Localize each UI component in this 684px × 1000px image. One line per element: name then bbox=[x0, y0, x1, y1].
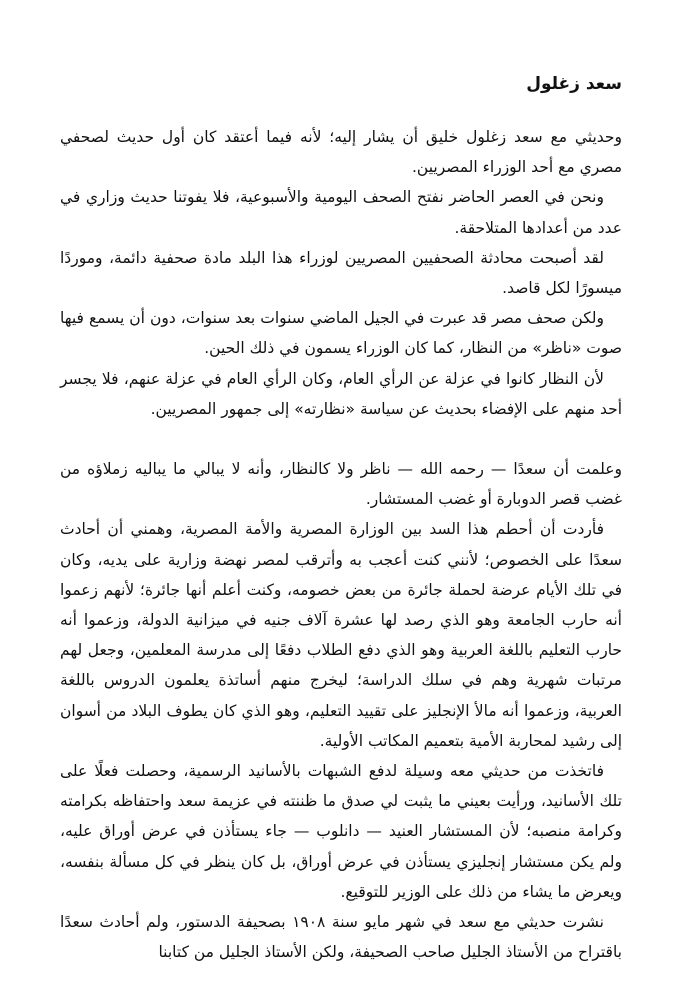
paragraph-2: ونحن في العصر الحاضر نفتح الصحف اليومية والأسبوعية، فلا يفوتنا حديث وزاري في عدد من أعدادها المتلاحقة. bbox=[60, 188, 622, 237]
paragraph-4: ولكن صحف مصر قد عبرت في الجيل الماضي سنوات بعد سنوات، دون أن يسمع فيها صوت «ناظر» من النظار، كما كان الوزراء يسمون في ذلك الحين. bbox=[60, 309, 622, 358]
section-break bbox=[60, 424, 622, 454]
paragraph-5: لأن النظار كانوا في عزلة عن الرأي العام، وكان الرأي العام في عزلة عنهم، فلا يجسر أحد منهم على الإفضاء بحديث عن سياسة «نظارته» إلى جمهور المصريين. bbox=[60, 369, 622, 418]
paragraph-9: نشرت حديثي مع سعد في شهر مايو سنة ١٩٠٨ بصحيفة الدستور، ولم أحادث سعدًا باقتراح من الأستاذ الجليل صاحب الصحيفة، ولكن الأستاذ الجليل من كتابنا bbox=[60, 913, 622, 962]
paragraph-6: وعلمت أن سعدًا — رحمه الله — ناظر ولا كالنظار، وأنه لا يبالي ما يباليه زملاؤه من غضب قصر الدوبارة أو غضب المستشار. bbox=[60, 460, 622, 509]
page-title: سعد زغلول bbox=[526, 74, 622, 94]
paragraph-1: وحديثي مع سعد زغلول خليق أن يشار إليه؛ لأنه فيما أعتقد كان أول حديث لصحفي مصري مع أحد الوزراء المصريين. bbox=[60, 128, 622, 177]
paragraph-8: فاتخذت من حديثي معه وسيلة لدفع الشبهات بالأسانيد الرسمية، وحصلت فعلًا على تلك الأسانيد، ورأيت بعيني ما يثبت لي صدق ما ظننته في عزيمة سعد واحتفاظه بكرامته وكرامة منصبه؛ لأن المستشار العنيد — دانلوب — جاء يستأذن في عرض أوراق عليه، ولم يكن مستشار إنجليزي يستأذن في عرض أوراق، بل كان ينظر في كل مسألة بنفسه، ويعرض ما يشاء من ذلك على الوزير للتوقيع. bbox=[60, 762, 622, 901]
paragraph-3: لقد أصبحت محادثة الصحفيين المصريين لوزراء هذا البلد مادة صحفية دائمة، وموردًا ميسورًا لكل قاصد. bbox=[60, 248, 622, 298]
paragraph-7: فأردت أن أحطم هذا السد بين الوزارة المصرية والأمة المصرية، وهمني أن أحادث سعدًا على الخصوص؛ لأنني كنت أعجب به وأترقب لمصر نهضة وزارية على يديه، وكان في تلك الأيام عرضة لحملة جائرة من بعض خصومه، وكنت أعلم أنها جائرة؛ لأنهم زعموا أنه حارب الجامعة وهو الذي رصد لها عشرة آلاف جنيه في ميزانية الدولة، وزعموا أنه حارب التعليم باللغة العربية وهو الذي دفع الطلاب دفعًا إلى مدرسة المعلمين، وجعل لهم مرتبات شهرية وهم في سلك الدراسة؛ ليخرج منهم أساتذة يعلمون الدروس باللغة العربية، وزعموا أنه مالأ الإنجليز على تقييد التعليم، وهو الذي كان يطوف البلاد من أسوان إلى رشيد لمحاربة الأمية بتعميم المكاتب الأولية. bbox=[60, 520, 622, 750]
